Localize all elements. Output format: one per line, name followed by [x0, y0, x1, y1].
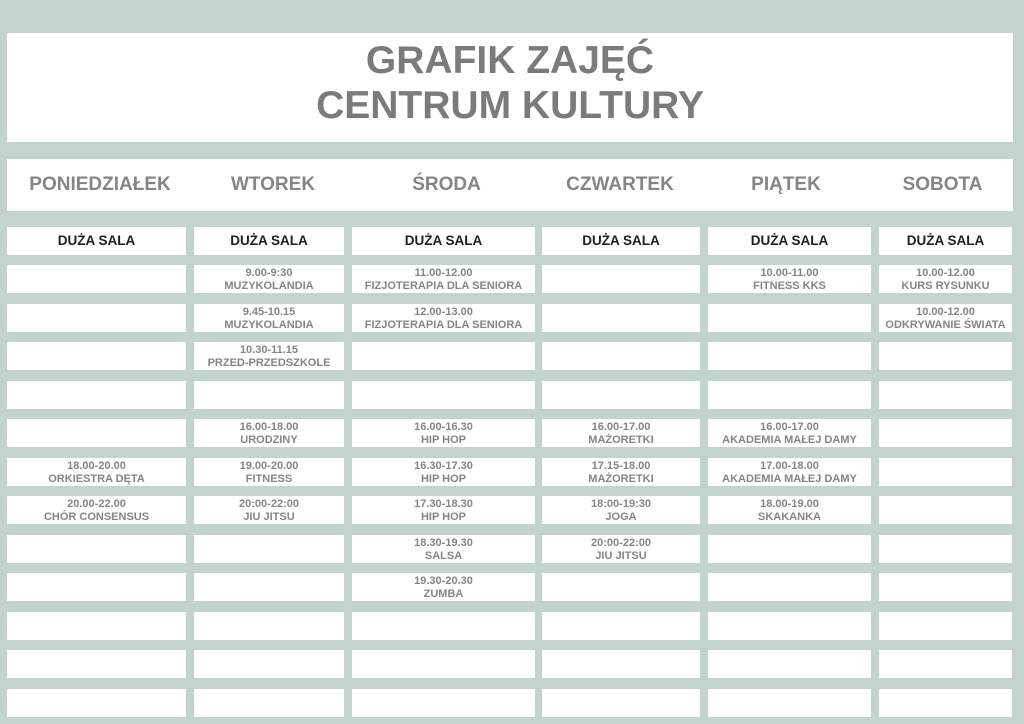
day-header: PONIEDZIAŁEK [29, 174, 171, 195]
slot-activity: FITNESS KKS [753, 280, 826, 292]
schedule-slot-cell [708, 689, 871, 717]
schedule-slot-cell [708, 419, 871, 447]
room-header-cell: DUŻA SALA [879, 227, 1012, 255]
day-header: CZWARTEK [566, 174, 674, 195]
slot-time: 19.00-20.00 [239, 460, 299, 472]
slot-activity: MUZYKOLANDIA [224, 319, 314, 331]
schedule-slot-cell [879, 265, 1012, 293]
schedule-slot-cell [708, 496, 871, 524]
schedule-slot-cell [7, 342, 186, 370]
slot-activity: ORKIESTRA DĘTA [48, 473, 145, 485]
slot-activity: URODZINY [240, 434, 298, 446]
slot-activity: SALSA [424, 550, 463, 562]
schedule-slot-cell [708, 573, 871, 601]
slot-time: 17.15-18.00 [591, 460, 651, 472]
schedule-slot-cell [879, 689, 1012, 717]
slot-time: 16.00-17.00 [591, 421, 651, 433]
slot-time: 10.30-11.15 [239, 344, 299, 356]
slot-time: 9.45-10.15 [242, 306, 296, 318]
slot-activity: JIU JITSU [595, 550, 647, 562]
slot-activity: ZUMBA [423, 588, 464, 600]
schedule-slot-cell [708, 458, 871, 486]
schedule-slot-cell [194, 612, 344, 640]
schedule-slot-cell [352, 612, 535, 640]
room-header-cell: DUŻA SALA [7, 227, 186, 255]
slot-time: 10.00-12.00 [916, 306, 975, 318]
slot-time: 9.00-9:30 [245, 267, 293, 279]
slot-time: 17.30-18.30 [414, 498, 473, 510]
schedule-slot-cell [542, 612, 700, 640]
day-header-row [7, 159, 1013, 211]
slot-activity: SKAKANKA [758, 511, 821, 523]
slot-activity: CHÓR CONSENSUS [43, 511, 150, 523]
schedule-slot-cell [7, 265, 186, 293]
schedule-slot-cell [708, 265, 871, 293]
schedule-slot-cell [708, 304, 871, 332]
schedule-slot-cell [7, 535, 186, 563]
slot-activity: MAŻORETKI [588, 434, 654, 446]
slot-activity: KURS RYSUNKU [901, 280, 990, 292]
slot-time: 20:00-22:00 [591, 537, 651, 549]
room-header-cell: DUŻA SALA [194, 227, 344, 255]
day-header: WTOREK [230, 174, 316, 195]
schedule-slot-cell [708, 381, 871, 409]
schedule-slot-cell [352, 496, 535, 524]
slot-activity: HIP HOP [420, 511, 467, 523]
schedule-slot-cell [708, 535, 871, 563]
schedule-slot-cell [352, 458, 535, 486]
schedule-title-line-2: CENTRUM KULTURY [316, 84, 704, 127]
schedule-slot-cell [194, 458, 344, 486]
slot-activity: PRZED-PRZEDSZKOLE [207, 357, 331, 369]
schedule-slot-cell [7, 650, 186, 678]
schedule-slot-cell [352, 689, 535, 717]
schedule-slot-cell [7, 419, 186, 447]
slot-activity: FITNESS [245, 473, 293, 485]
schedule-slot-cell [7, 381, 186, 409]
schedule-title-box [7, 33, 1013, 142]
day-header: PIĄTEK [751, 174, 821, 195]
schedule-slot-cell [542, 496, 700, 524]
schedule-slot-cell [879, 535, 1012, 563]
schedule-slot-cell [879, 496, 1012, 524]
schedule-slot-cell [194, 304, 344, 332]
schedule-slot-cell [708, 342, 871, 370]
schedule-slot-cell [542, 381, 700, 409]
slot-time: 20:00-22:00 [239, 498, 299, 510]
slot-time: 10.00-11.00 [760, 267, 819, 279]
schedule-slot-cell [879, 304, 1012, 332]
slot-time: 20.00-22.00 [67, 498, 126, 510]
slot-time: 18.00-20.00 [67, 460, 126, 472]
schedule-slot-cell [542, 650, 700, 678]
schedule-slot-cell [542, 419, 700, 447]
slot-time: 18.30-19.30 [414, 537, 473, 549]
slot-time: 18.00-19.00 [760, 498, 819, 510]
schedule-slot-cell [194, 650, 344, 678]
schedule-slot-cell [7, 612, 186, 640]
slot-time: 18:00-19:30 [591, 498, 651, 510]
schedule-slot-cell [879, 573, 1012, 601]
slot-time: 17.00-18.00 [760, 460, 819, 472]
day-header: ŚRODA [412, 174, 481, 195]
schedule-slot-cell [542, 304, 700, 332]
schedule-slot-cell [194, 573, 344, 601]
schedule-slot-cell [352, 342, 535, 370]
schedule-slot-cell [879, 342, 1012, 370]
slot-activity: AKADEMIA MAŁEJ DAMY [722, 434, 857, 446]
schedule-slot-cell [879, 458, 1012, 486]
slot-time: 10.00-12.00 [916, 267, 975, 279]
schedule-slot-cell [879, 612, 1012, 640]
schedule-slot-cell [7, 573, 186, 601]
schedule-slot-cell [194, 381, 344, 409]
schedule-slot-cell [194, 342, 344, 370]
schedule-slot-cell [352, 381, 535, 409]
schedule-slot-cell [194, 419, 344, 447]
schedule-slot-cell [352, 650, 535, 678]
slot-time: 12.00-13.00 [414, 306, 473, 318]
schedule-slot-cell [7, 304, 186, 332]
schedule-slot-cell [542, 535, 700, 563]
slot-activity: JOGA [605, 511, 637, 523]
slot-time: 11.00-12.00 [414, 267, 473, 279]
schedule-slot-cell [352, 573, 535, 601]
schedule-slot-cell [194, 535, 344, 563]
schedule-slot-cell [879, 650, 1012, 678]
schedule-slot-cell [879, 419, 1012, 447]
slot-activity: MAŻORETKI [588, 473, 654, 485]
slot-activity: ODKRYWANIE ŚWIATA [885, 319, 1006, 331]
slot-activity: FIZJOTERAPIA DLA SENIORA [364, 319, 523, 331]
schedule-slot-cell [352, 304, 535, 332]
schedule-slot-cell [708, 612, 871, 640]
slot-activity: FIZJOTERAPIA DLA SENIORA [364, 280, 523, 292]
schedule-slot-cell [352, 265, 535, 293]
schedule-slot-cell [7, 458, 186, 486]
schedule-title-line-1: GRAFIK ZAJĘĆ [365, 39, 655, 82]
schedule-slot-cell [542, 458, 700, 486]
slot-time: 16.00-18.00 [239, 421, 299, 433]
schedule-slot-cell [542, 573, 700, 601]
schedule-slot-cell [352, 535, 535, 563]
schedule-slot-cell [542, 265, 700, 293]
schedule-slot-cell [352, 419, 535, 447]
slot-activity: MUZYKOLANDIA [224, 280, 314, 292]
schedule-slot-cell [708, 650, 871, 678]
slot-time: 16.30-17.30 [414, 460, 473, 472]
schedule-slot-cell [194, 265, 344, 293]
slot-activity: HIP HOP [420, 473, 467, 485]
schedule-slot-cell [542, 342, 700, 370]
slot-activity: AKADEMIA MAŁEJ DAMY [722, 473, 857, 485]
room-header-cell: DUŻA SALA [352, 227, 535, 255]
day-header: SOBOTA [902, 174, 983, 195]
schedule-slot-cell [7, 689, 186, 717]
room-header-cell: DUŻA SALA [542, 227, 700, 255]
schedule-slot-cell [542, 689, 700, 717]
room-header-cell: DUŻA SALA [708, 227, 871, 255]
slot-time: 19.30-20.30 [414, 575, 473, 587]
schedule-slot-cell [7, 496, 186, 524]
slot-activity: HIP HOP [420, 434, 467, 446]
schedule-slot-cell [194, 496, 344, 524]
slot-time: 16.00-16.30 [414, 421, 473, 433]
schedule-slot-cell [879, 381, 1012, 409]
slot-activity: JIU JITSU [243, 511, 295, 523]
schedule-slot-cell [194, 689, 344, 717]
slot-time: 16.00-17.00 [760, 421, 819, 433]
